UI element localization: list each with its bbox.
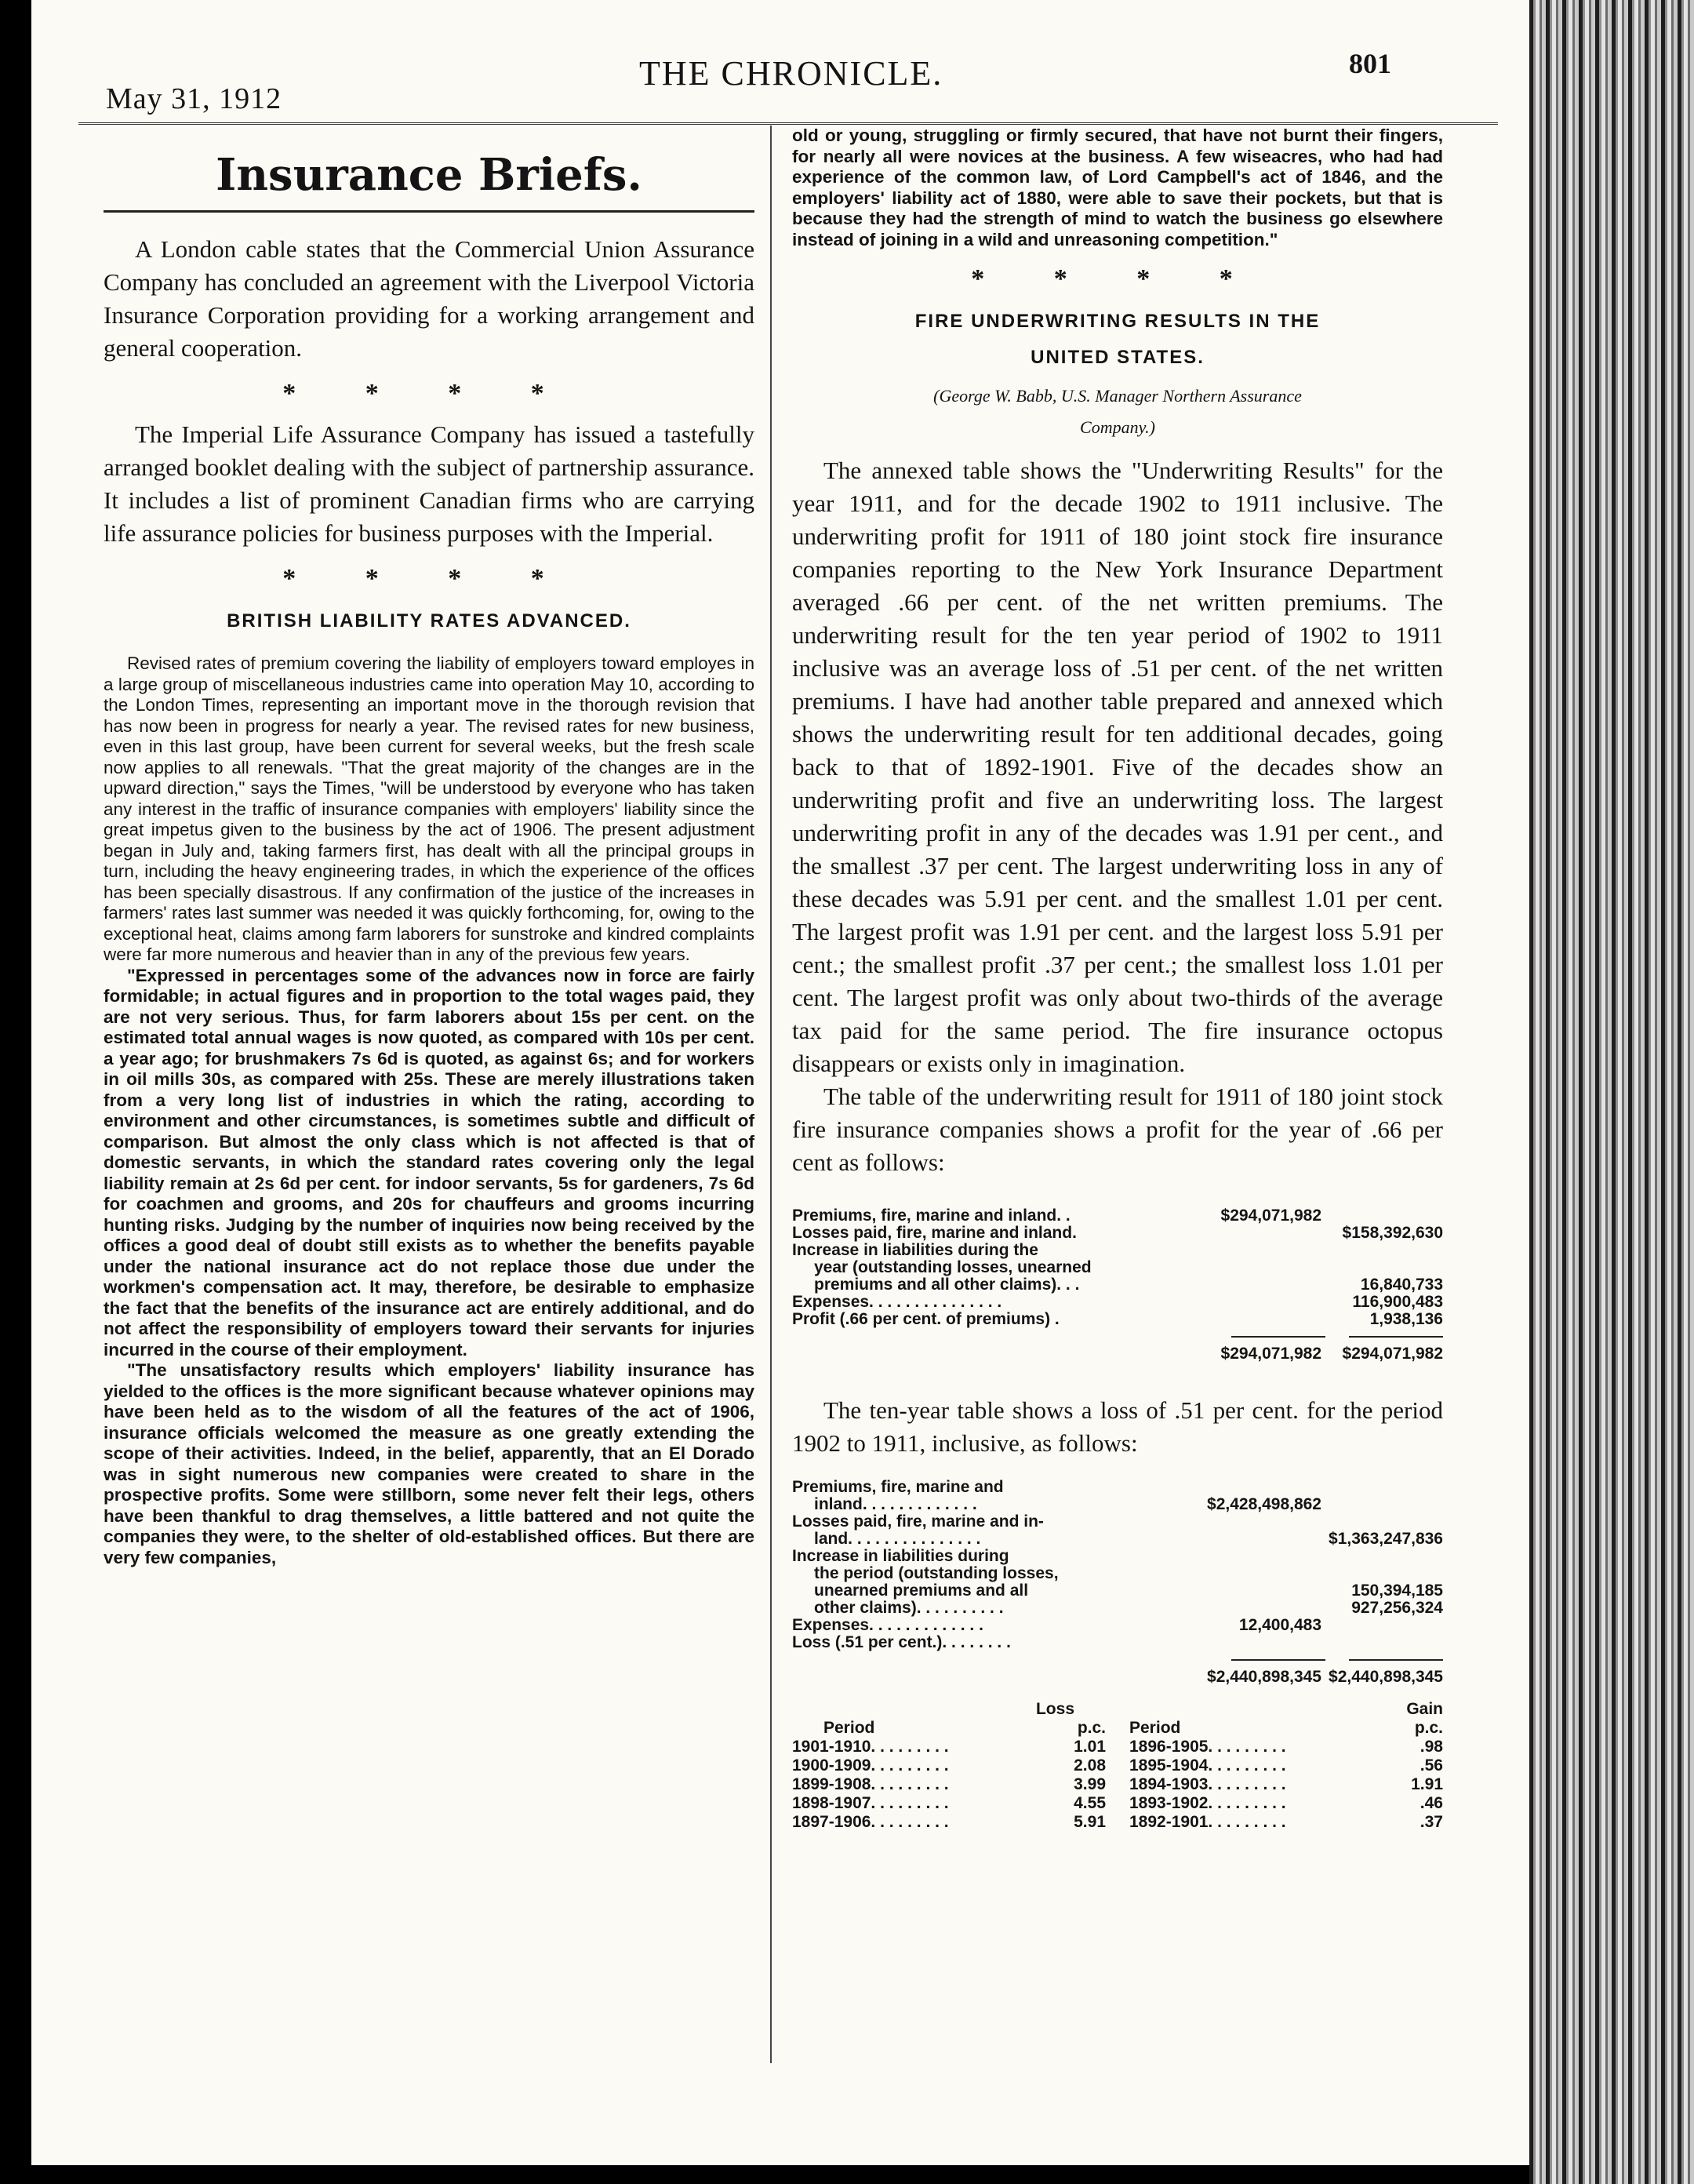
table-row: 1900-1909. . . . . . . . . 2.08 [792, 1756, 1106, 1774]
separator-stars: * * * * [971, 264, 1264, 293]
table-row: Profit (.66 per cent. of premiums) . 1,938,136 [792, 1310, 1443, 1328]
separator-stars: * * * * [282, 564, 576, 593]
brief-paragraph: The Imperial Life Assurance Company has issued a tastefully arranged booklet dealing with the subject of partnership assurance. It includes a list of prominent Canadian firms who are carrying life assurance policies for business purposes with the Imperial. [104, 420, 754, 547]
table-row: Loss (.51 per cent.). . . . . . . . [792, 1633, 1011, 1651]
table-total-row: $294,071,982 $294,071,982 [1220, 1345, 1443, 1363]
brief-imperial-life [104, 418, 754, 550]
table-row: Increase in liabilities during the [792, 1241, 1038, 1259]
masthead [31, 48, 1529, 124]
table-row: 1894-1903. . . . . . . . . 1.91 [1129, 1775, 1443, 1793]
table-row: premiums and all other claims). . . 16,840,733 [814, 1276, 1443, 1294]
table-row: the period (outstanding losses, [814, 1564, 1059, 1582]
table-row: 1892-1901. . . . . . . . . .37 [1129, 1813, 1443, 1831]
byline-line: (George W. Babb, U.S. Manager Northern Assurance [933, 386, 1302, 406]
total-rule [792, 1336, 1443, 1338]
table-row: unearned premiums and all 150,394,185 [814, 1582, 1443, 1600]
issue-date: May 31, 1912 [106, 82, 282, 115]
right-column [792, 126, 1443, 1832]
gain-col-pc: p.c. [1414, 1719, 1443, 1737]
loss-caption: Loss [1035, 1700, 1074, 1718]
table-row: 1898-1907. . . . . . . . . 4.55 [792, 1794, 1106, 1812]
heading-line: UNITED STATES. [1031, 347, 1205, 368]
table-row: Increase in liabilities during [792, 1547, 1009, 1565]
table-decade [792, 1479, 1443, 1686]
table-row: inland. . . . . . . . . . . . . $2,428,498,862 [814, 1495, 1321, 1513]
article-body-quote [104, 966, 754, 1569]
byline-line: Company.) [1080, 417, 1155, 437]
separator-stars: * * * * [282, 379, 576, 408]
total-rule [792, 1659, 1443, 1661]
brief-commercial-union [104, 233, 754, 365]
article-heading: BRITISH LIABILITY RATES ADVANCED. [227, 610, 631, 632]
continued-text [792, 126, 1443, 250]
loss-col-pc: p.c. [1077, 1719, 1106, 1737]
table-row: Expenses. . . . . . . . . . . . . . . 116,900,483 [792, 1293, 1443, 1311]
table-row: Losses paid, fire, marine and in- [792, 1512, 1044, 1531]
article-paragraph: "The unsatisfactory results which employers' liability insurance has yielded to the offices is the more significant because whatever opinions may have been held as to the wisdom of all the features of the act of 1906, insurance officials welcomed the measure as one greatly extending the scope of their activities. Indeed, in the belief, apparently, that an El Dorado was in sight numerous new companies were created to share in the prospective profits. Some were stillborn, some never felt their legs, others have been thankful to drag themselves, a little battered and not quite the companies they were, to the shelter of old-established offices. But there are very few companies, [104, 1360, 754, 1567]
article-paragraph: old or young, struggling or firmly secured, that have not burnt their fingers, for nearly all were novices at the business. A few wiseacres, who had had experience of the common law, of Lord Campbell's act of 1846, and the employers' liability act of 1880, were able to save their pockets, but that is because they had the strength of mind to watch the business go elsewhere instead of joining in a wild and unreasoning competition." [792, 126, 1443, 249]
table-row: 1899-1908. . . . . . . . . 3.99 [792, 1775, 1106, 1793]
heading-line: FIRE UNDERWRITING RESULTS IN THE [914, 311, 1321, 332]
column-divider [770, 126, 772, 2063]
table-row: 1893-1902. . . . . . . . . .46 [1129, 1794, 1443, 1812]
left-column [104, 133, 754, 1568]
section-title: Insurance Briefs. [104, 149, 754, 213]
table-total-row: $2,440,898,345 $2,440,898,345 [1207, 1668, 1443, 1686]
article-heading [792, 304, 1443, 376]
gain-caption: Gain [1406, 1700, 1443, 1718]
book-page-edges [1529, 0, 1694, 2184]
table-row: Premiums, fire, marine and inland. . $294,071,982 [792, 1207, 1321, 1225]
table-row: 1901-1910. . . . . . . . . 1.01 [792, 1738, 1106, 1756]
page-number: 801 [1349, 48, 1391, 79]
table-row: other claims). . . . . . . . . . 927,256,324 [814, 1599, 1443, 1617]
article-body [104, 653, 754, 966]
article-paragraph: Revised rates of premium covering the liability of employers toward employes in a large group of miscellaneous industries came into operation May 10, according to the London Times, representing an important move in the thorough revision that has now been in progress for nearly a year. The revised rates for new business, even in this last group, have been current for several weeks, but the fresh scale now applies to all renewals. "That the great majority of the changes are in the upward direction," says the Times, "will be understood by everyone who has taken any interest in the traffic of insurance companies with employers' liability since the great impetus given to the business by the act of 1906. The present adjustment began in July and, taking farmers first, has dealt with all the principal groups in turn, including the heavy engineering trades, in which the experience of the offices has been specially disastrous. If any confirmation of the justice of the increases in farmers' rates last summer was needed it was quickly forthcoming, for, owing to the exceptional heat, claims among farm laborers for sunstroke and kindred complaints were far more numerous and heavier than in any of the previous few years. [104, 653, 754, 964]
article-paragraph: The annexed table shows the "Underwriting Results" for the year 1911, and for the decade 1902 to 1911 inclusive. The underwriting profit for 1911 of 180 joint stock fire insurance companies reporting to the New York Insurance Department averaged .66 per cent. of the net written premiums. The underwriting result for the ten year period of 1902 to 1911 inclusive was an average loss of .51 per cent. of the net written premiums. I have had another table prepared and annexed which shows the underwriting result for ten additional decades, going back to that of 1892-1901. Five of the decades show an underwriting profit and five an underwriting loss. The largest underwriting profit in any of the decades was 1.91 per cent., and the smallest .37 per cent. The largest underwriting loss in any of these decades was 5.91 per cent. and the smallest 1.01 per cent. The largest profit was 1.91 per cent. and the largest loss 5.91 per cent.; the smallest profit .37 per cent.; the smallest loss 1.01 per cent. The largest profit was only about two-thirds of the average tax paid for the same period. The fire insurance octopus disappears or exists only in imagination. [792, 457, 1443, 1077]
table-row: Expenses. . . . . . . . . . . . . 12,400,483 [792, 1616, 1321, 1634]
ten-year-intro [792, 1394, 1443, 1460]
byline [792, 380, 1443, 443]
period-tables [792, 1700, 1443, 1832]
table-row: 1895-1904. . . . . . . . . .56 [1129, 1756, 1443, 1774]
article-paragraph: "Expressed in percentages some of the advances now in force are fairly formidable; in actual figures and in proportion to the total wages paid, they are not very serious. Thus, for farm laborers about 15s per cent. on the estimated total annual wages is now quoted, as compared with 10s per cent. a year ago; for brushmakers 7s 6d is quoted, as against 6s; and for workers in oil mills 30s, as compared with 25s. These are merely illustrations taken from a very long list of industries in which the rating, according to environment and other circumstances, is sometimes subtle and difficult of comparison. But almost the only class which is not affected is that of domestic servants, in which the standard rates covering only the legal liability remain at 2s 6d per cent. for indoor servants, 5s for gardeners, 7s 6d for coachmen and grooms, and 20s for chauffeurs and grooms incurring hunting risks. Judging by the number of inquiries now being received by the offices a good deal of doubt still exists as to whether the benefits payable under the national insurance act do not replace those due under the workmen's compensation act. It may, therefore, be desirable to emphasize the fact that the benefits of the insurance act are entirely additional, and do not affect the responsibility of employers toward their servants for injuries incurred in the course of their employment. [104, 965, 754, 1360]
masthead-rule [78, 122, 1498, 125]
table-row: year (outstanding losses, unearned [814, 1258, 1092, 1276]
table-row: Losses paid, fire, marine and inland. $158,392,630 [792, 1224, 1443, 1242]
article-paragraph: The ten-year table shows a loss of .51 per cent. for the period 1902 to 1911, inclusive, as follows: [792, 1396, 1443, 1457]
gain-col-period: Period [1129, 1719, 1181, 1737]
table-row: Premiums, fire, marine and [792, 1478, 1004, 1496]
table-row: land. . . . . . . . . . . . . . . $1,363,247,836 [814, 1530, 1443, 1548]
gain-table [1129, 1700, 1443, 1832]
loss-table [792, 1700, 1106, 1832]
newspaper-page [31, 0, 1529, 2165]
publication-title: THE CHRONICLE. [639, 54, 943, 93]
table-row: 1897-1906. . . . . . . . . 5.91 [792, 1813, 1106, 1831]
table-row: 1896-1905. . . . . . . . . .98 [1129, 1738, 1443, 1756]
loss-col-period: Period [823, 1719, 875, 1737]
brief-paragraph: A London cable states that the Commercial Union Assurance Company has concluded an agreement with the Liverpool Victoria Insurance Corporation providing for a working arrangement and general cooperation. [104, 235, 754, 362]
article-paragraph: The table of the underwriting result for 1911 of 180 joint stock fire insurance companies shows a profit for the year of .66 per cent as follows: [792, 1083, 1443, 1176]
fire-article-body [792, 454, 1443, 1179]
table-1911 [792, 1207, 1443, 1363]
